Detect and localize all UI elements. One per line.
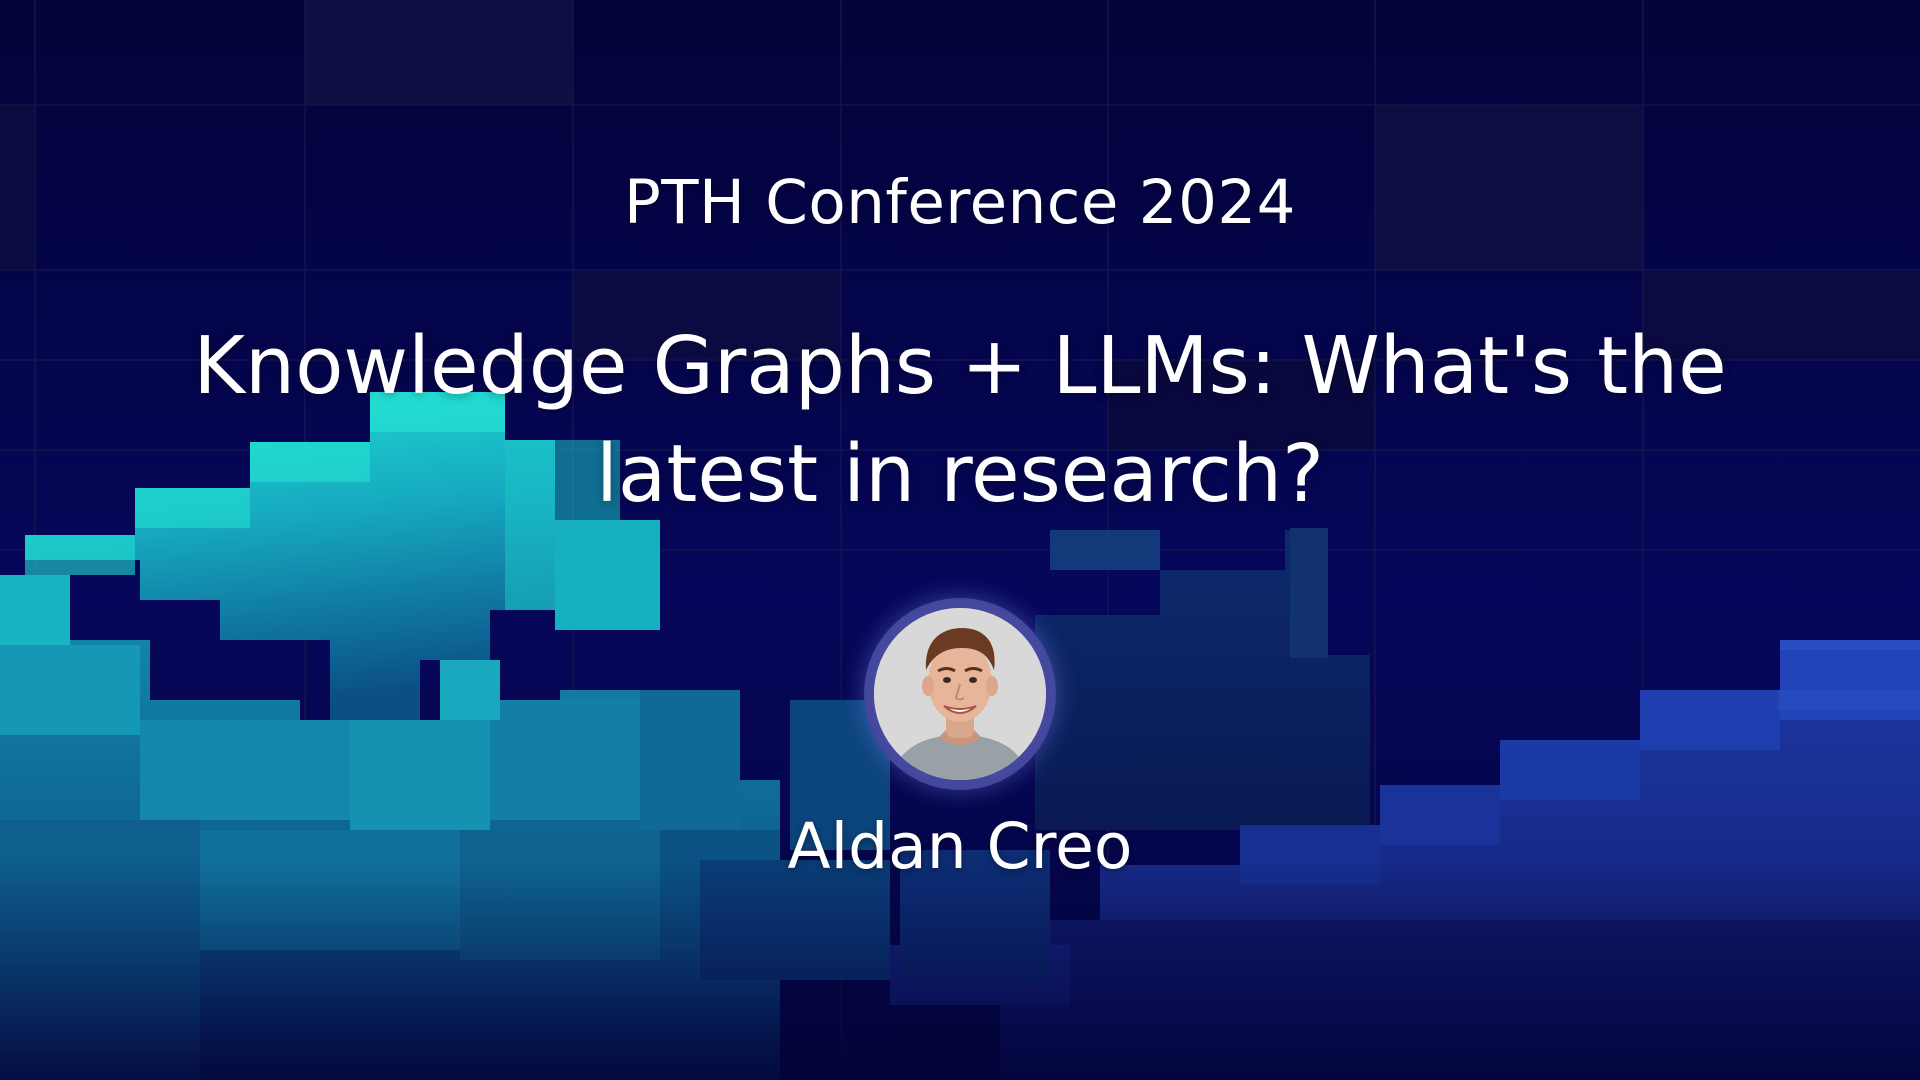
conference-name: PTH Conference 2024 bbox=[623, 167, 1296, 238]
talk-title: Knowledge Graphs + LLMs: What's the latest in research? bbox=[193, 320, 1727, 520]
speaker-avatar bbox=[874, 608, 1046, 780]
speaker-portrait-icon bbox=[874, 608, 1046, 780]
speaker-name: Aldan Creo bbox=[787, 810, 1133, 883]
speaker-avatar-ring bbox=[864, 598, 1056, 790]
